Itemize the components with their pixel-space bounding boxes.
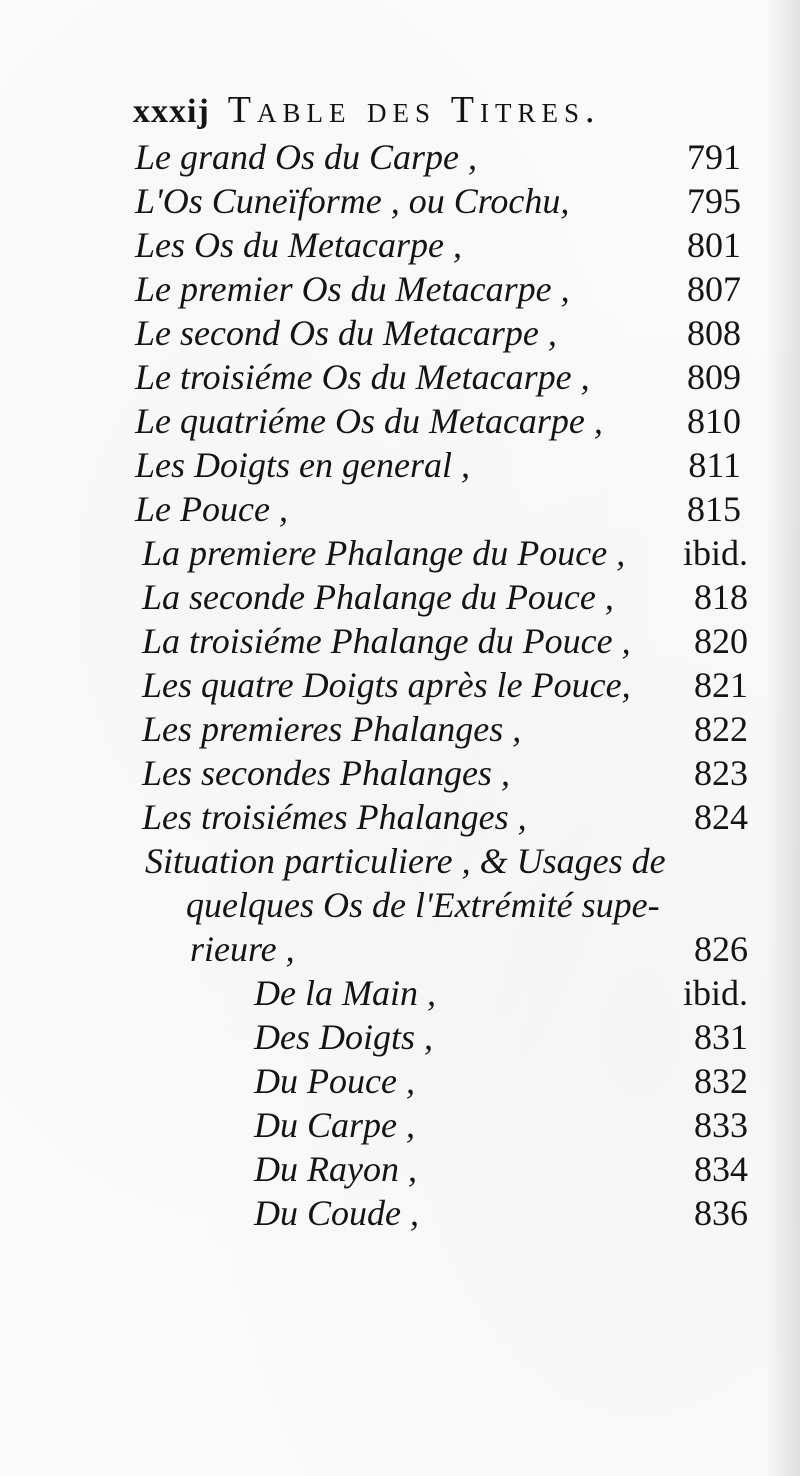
running-head [133,88,658,136]
entry-page-number: 807 [687,269,741,309]
toc-entry [142,531,748,575]
entry-page-number: 809 [687,357,741,397]
entry-page-number: 822 [694,709,748,749]
situation-entry-line-2: quelques Os de l'Extrémité supe- [186,885,660,925]
entry-page-number: 824 [694,797,748,837]
toc-entry [135,223,741,267]
entry-title: Les troisiémes Phalanges , [142,797,527,837]
subentry-page-number: 832 [694,1061,748,1101]
toc-entry [135,443,741,487]
entry-title: Le premier Os du Metacarpe , [135,269,570,309]
toc-subentry [254,971,748,1015]
entry-page-number: 821 [694,665,748,705]
toc-entry [142,751,748,795]
entry-title: Les secondes Phalanges , [142,753,510,793]
entry-title: Les Doigts en general , [135,445,470,485]
entry-title: Le grand Os du Carpe , [135,137,478,177]
entry-title: Le quatriéme Os du Metacarpe , [135,401,603,441]
entry-page-number: 808 [687,313,741,353]
toc-subentry [254,1191,748,1235]
entry-title: Les Os du Metacarpe , [135,225,462,265]
entry-page-number: 818 [694,577,748,617]
toc-entry [135,179,741,223]
toc-entry [142,707,748,751]
entry-title: La troisiéme Phalange du Pouce , [142,621,631,661]
toc-entry [135,311,741,355]
toc-entry [142,795,748,839]
subentry-title: Du Carpe , [254,1105,415,1145]
toc-entry [135,399,741,443]
entry-title: La premiere Phalange du Pouce , [142,533,626,573]
subentry-title: Des Doigts , [254,1017,433,1057]
entry-page-number: 823 [694,753,748,793]
situation-entry-line-3 [190,927,748,971]
entry-page-number: 810 [687,401,741,441]
toc-subentry [254,1059,748,1103]
entry-page-number: 815 [687,489,741,529]
entry-page-number: 811 [688,445,741,485]
toc-entry [135,487,741,531]
entry-title: Les quatre Doigts après le Pouce, [142,665,631,705]
toc-entry [142,575,748,619]
entry-title: rieure , [190,929,295,969]
entry-page-number: ibid. [682,533,748,573]
toc-subentry [254,1147,748,1191]
toc-entry [135,267,741,311]
entry-page-number: 795 [687,181,741,221]
entry-title: Le Pouce , [135,489,288,529]
subentry-title: Du Rayon , [254,1149,417,1189]
entry-page-number: 820 [694,621,748,661]
page-folio: xxxij [133,93,210,130]
situation-entry-line-1: Situation particuliere , & Usages de [145,841,666,881]
subentry-page-number: ibid. [682,973,748,1013]
entry-title: La seconde Phalange du Pouce , [142,577,614,617]
entry-title: Le troisiéme Os du Metacarpe , [135,357,590,397]
subentry-page-number: 831 [694,1017,748,1057]
entry-page-number: 826 [694,929,748,969]
entry-title: Les premieres Phalanges , [142,709,522,749]
subentry-page-number: 833 [694,1105,748,1145]
toc-entry [135,355,741,399]
toc-subentry [254,1015,748,1059]
toc-entry [142,619,748,663]
entry-page-number: 801 [687,225,741,265]
subentry-page-number: 834 [694,1149,748,1189]
running-title: Table des Titres. [227,89,601,131]
entry-title: Le second Os du Metacarpe , [135,313,557,353]
toc-subentry [254,1103,748,1147]
subentry-page-number: 836 [694,1193,748,1233]
toc-entry [142,663,748,707]
subentry-title: Du Coude , [254,1193,419,1233]
entry-title: L'Os Cuneïforme , ou Crochu, [135,181,570,221]
subentry-title: Du Pouce , [254,1061,415,1101]
toc-entry [135,135,741,179]
page-edge-shadow [766,0,800,1476]
subentry-title: De la Main , [254,973,436,1013]
entry-page-number: 791 [687,137,741,177]
